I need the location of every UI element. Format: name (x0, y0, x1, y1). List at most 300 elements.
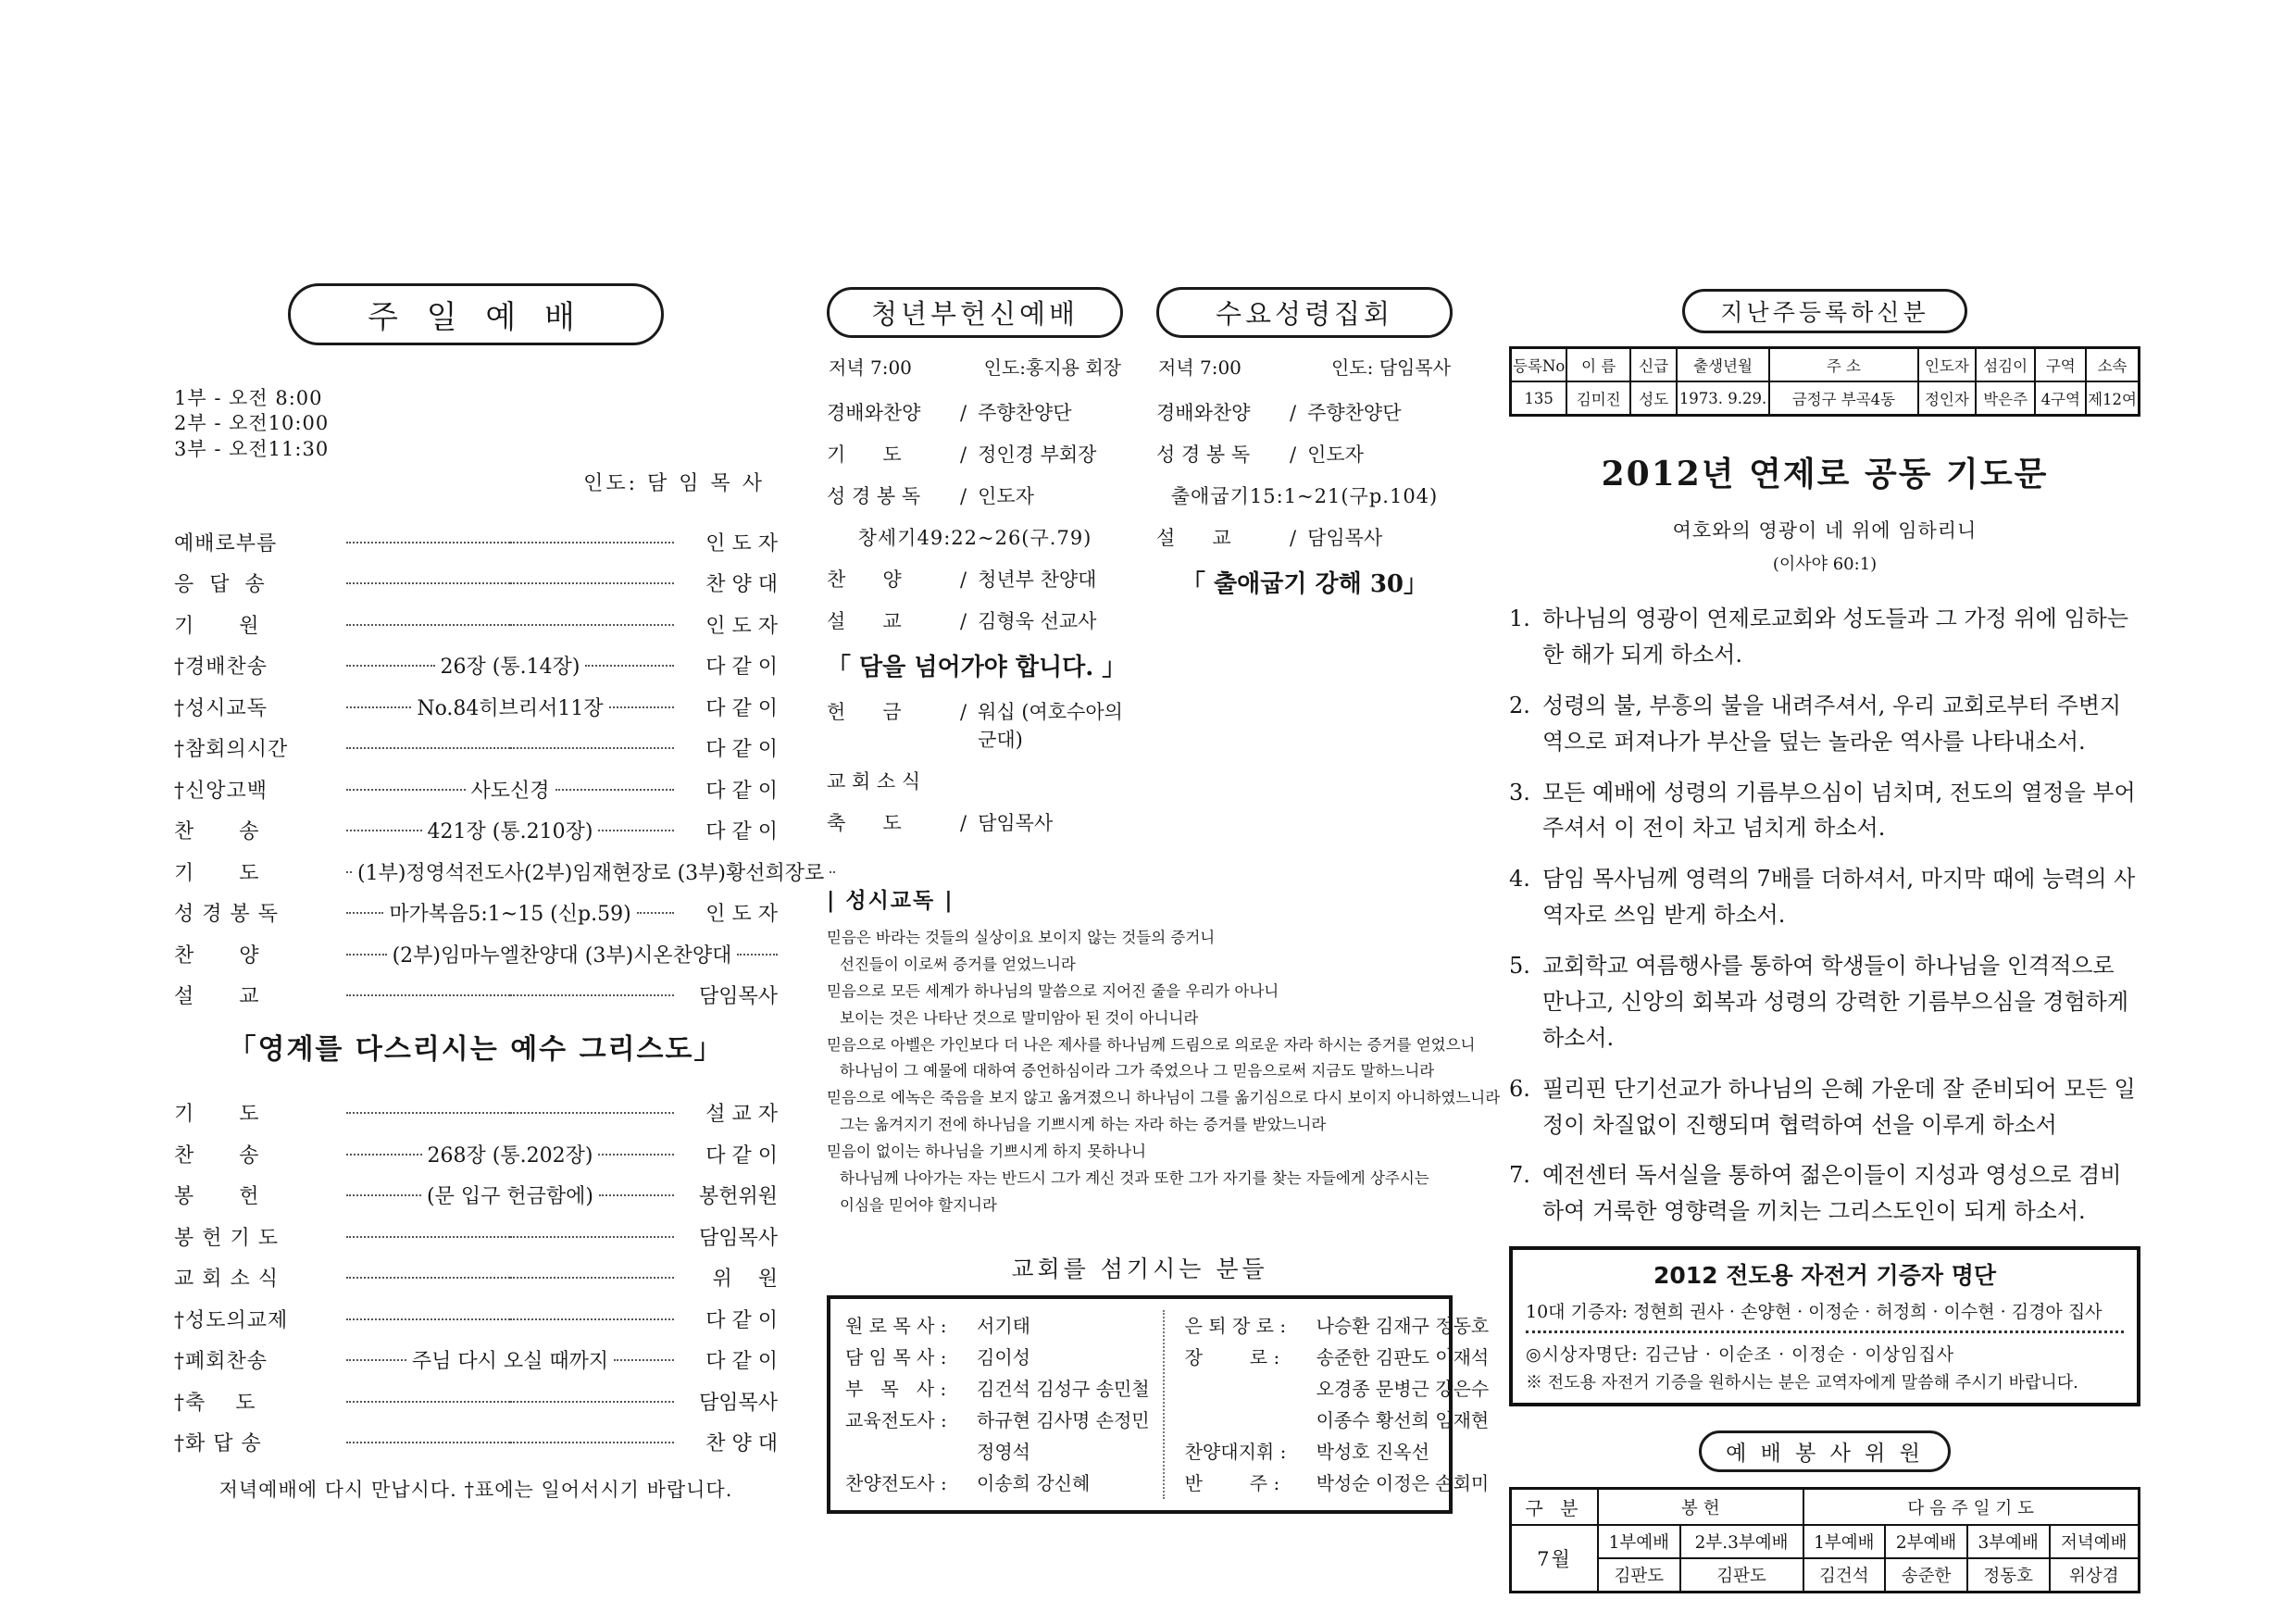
servant-role: 장 로 : (1184, 1345, 1280, 1368)
order-label: 기 도 (174, 1103, 260, 1127)
slash-separator: / (960, 701, 967, 723)
service-line-value: 주향찬양단 (978, 402, 1072, 424)
prayer-subtitle: 여호와의 영광이 네 위에 임하리니 (1672, 519, 1978, 542)
dotted-leader (510, 1277, 674, 1279)
order-detail: 421장 (통.210장) (427, 820, 593, 844)
service-leader-line: 인도: 담 임 목 사 (583, 471, 765, 495)
service-line-value: 김형욱 선교사 (978, 610, 1097, 632)
service-time: 2부 - 오전10:00 (174, 412, 330, 435)
service-line-value: 창세기49:22~26(구.79) (857, 527, 1092, 549)
service-line-label: 경배와찬양 (827, 402, 921, 424)
order-label: †화 답 송 (174, 1432, 262, 1456)
service-line-label: 찬 양 (827, 568, 902, 591)
dotted-leader (737, 954, 778, 956)
order-role: 인 도 자 (705, 531, 778, 556)
service-line-label: 설 교 (1156, 527, 1231, 549)
order-role: 다 같 이 (705, 656, 778, 680)
registered-header-row (1511, 348, 2140, 382)
prayer-item-text: 담임 목사님께 영력의 7배를 더하셔서, 마지막 때에 능력의 사역자로 쓰임 받게 하소서. (1542, 866, 2136, 929)
servant-row (1185, 1468, 1490, 1499)
servant-row (1185, 1310, 1490, 1342)
service-line (827, 481, 1123, 509)
servant-names: 송준한 김판도 이재석 (1316, 1345, 1490, 1368)
volunteer-subheader: 3부예배 (1967, 1525, 2050, 1558)
servant-names: 이송희 강신혜 (977, 1471, 1091, 1494)
prayer-item (1509, 601, 2140, 673)
order-label: 찬 송 (174, 820, 260, 844)
registered-header-cell: 등록No (1511, 348, 1567, 382)
order-label: 기 원 (174, 614, 260, 638)
registered-header-cell: 신급 (1630, 348, 1677, 382)
servant-role: 찬양전도사 : (845, 1471, 947, 1494)
dotted-leader (585, 665, 674, 667)
order-role: 담임목사 (698, 1226, 778, 1250)
volunteer-names-row (1511, 1558, 2140, 1593)
dotted-leader (510, 994, 674, 996)
responsive-reading-line: 선진들이 이로써 증거를 얻었느니라 (840, 955, 1076, 973)
order-detail: 마가복음5:1~15 (신p.59) (389, 903, 631, 927)
responsive-reading-line: 믿음으로 아벨은 가인보다 더 나은 제사를 하나님께 드림으로 의로운 자라 하시는 증거를 얻었으니 (827, 1035, 1476, 1054)
dotted-leader (346, 1318, 510, 1320)
dotted-leader (510, 1318, 674, 1320)
middle-column (827, 287, 1501, 1514)
servant-names: 서기태 (977, 1314, 1030, 1337)
servant-role: 원 로 목 사 : (845, 1314, 947, 1337)
servant-names: 박성호 진옥선 (1316, 1440, 1429, 1463)
order-label: 봉 헌 기 도 (174, 1226, 279, 1250)
wednesday-service-leader: 인도: 담임목사 (1330, 356, 1451, 379)
slash-separator: / (1290, 402, 1297, 424)
prayer-item-text: 성령의 불, 부흥의 불을 내려주셔서, 우리 교회로부터 주변지역으로 퍼져나가 부산을 덮는 놀라운 역사를 나타내소서. (1542, 692, 2122, 755)
responsive-reading-line: 하나님께 나아가는 자는 반드시 그가 계신 것과 또한 그가 자기를 찾는 자들에게 상주시는 (840, 1168, 1429, 1187)
order-row (174, 1305, 778, 1333)
service-line (1156, 398, 1453, 426)
order-label: 예배로부름 (174, 531, 278, 556)
service-line (1156, 565, 1453, 599)
prayer-item-text: 모든 예배에 성령의 기름부으심이 넘치며, 전도의 열정을 부어주셔서 이 전이 차고 넘치게 하소서. (1542, 779, 2136, 842)
servant-row (1185, 1373, 1490, 1405)
sunday-worship-title: 주 일 예 배 (288, 283, 664, 345)
registered-data-cell: 김미진 (1566, 381, 1630, 416)
wednesday-service-lines (1156, 398, 1453, 599)
youth-service-time: 저녁 7:00 (829, 356, 912, 379)
registered-header-cell: 구역 (2035, 348, 2086, 382)
volunteer-name: 위상겸 (2050, 1558, 2140, 1593)
registered-header-cell: 인도자 (1918, 348, 1976, 382)
prayer-item (1509, 1157, 2140, 1230)
servant-row (1185, 1405, 1490, 1436)
order-label: 성 경 봉 독 (174, 903, 279, 927)
prayer-item-number: 1. (1509, 606, 1530, 631)
responsive-reading-section (827, 883, 1501, 1219)
dotted-leader (510, 1112, 674, 1114)
prayer-item (1509, 1071, 2140, 1143)
servant-row (1185, 1436, 1490, 1468)
service-line-value: 워십 (여호수아의 군대) (978, 701, 1123, 751)
dotted-leader (510, 1442, 674, 1443)
order-row (174, 940, 778, 968)
prayer-item (1509, 775, 2140, 847)
order-label: †신앙고백 (174, 779, 268, 803)
prayer-scripture-reference: (이사야 60:1) (1772, 555, 1878, 574)
order-row (174, 651, 778, 680)
prayer-item-number: 2. (1509, 692, 1530, 718)
sunday-worship-section (174, 283, 825, 1503)
slash-separator: / (1290, 443, 1297, 466)
slash-separator: / (1290, 527, 1297, 549)
order-label: 설 교 (174, 985, 260, 1009)
service-line-label: 성 경 봉 독 (827, 485, 921, 507)
order-row (174, 775, 778, 804)
service-line-label: 헌 금 (827, 701, 902, 723)
servant-role: 담 임 목 사 : (845, 1345, 947, 1368)
servant-row (845, 1468, 1150, 1499)
registered-header-cell: 주 소 (1769, 348, 1918, 382)
order-row (174, 610, 778, 639)
servant-names: 하규현 김사명 손정민 (977, 1408, 1150, 1431)
order-role: 설 교 자 (705, 1103, 778, 1127)
dotted-leader (346, 789, 466, 791)
order-label: 기 도 (174, 861, 260, 885)
dotted-leader (510, 582, 674, 584)
order-of-worship-b (174, 1098, 778, 1456)
servant-role: 부 목 사 : (845, 1377, 947, 1400)
prayer-title: 2012년 연제로 공동 기도문 (1601, 455, 2049, 493)
service-line (827, 565, 1123, 593)
order-row (174, 857, 825, 886)
order-detail: 268장 (통.202장) (427, 1143, 593, 1168)
responsive-reading-line: 그는 옮겨지기 전에 하나님을 기쁘시게 하는 자라 하는 증거를 받았느니라 (840, 1116, 1327, 1134)
service-line-label: 성 경 봉 독 (1156, 443, 1251, 466)
order-role: 찬 양 대 (705, 1432, 778, 1456)
volunteer-name: 김건석 (1803, 1558, 1886, 1593)
order-label: 봉 헌 (174, 1185, 260, 1209)
slash-separator: / (960, 610, 967, 632)
order-role: 인 도 자 (705, 903, 779, 927)
servant-row (845, 1405, 1150, 1436)
prayer-items (1509, 601, 2140, 1230)
order-label: 찬 양 (174, 943, 260, 968)
servant-role: 은 퇴 장 로 : (1184, 1314, 1287, 1337)
servants-right-column (1163, 1310, 1490, 1499)
bicycle-donors-box (1509, 1246, 2140, 1406)
order-row (174, 568, 778, 597)
service-line-label: 교 회 소 식 (827, 770, 921, 793)
order-role: 다 같 이 (705, 779, 779, 803)
volunteer-subheader-row (1511, 1525, 2140, 1558)
registered-table (1509, 346, 2140, 417)
dotted-leader (346, 706, 411, 708)
slash-separator: / (960, 402, 967, 424)
servants-left-column (845, 1310, 1150, 1499)
volunteer-group-header: 구 분 (1511, 1489, 1599, 1526)
service-line-label: 설 교 (827, 610, 902, 632)
servant-names: 오경종 문병근 강은수 (1316, 1377, 1490, 1400)
order-row (174, 1428, 778, 1456)
volunteer-month: 7월 (1511, 1525, 1599, 1593)
prayer-item-number: 7. (1509, 1162, 1530, 1189)
registered-data-row (1511, 381, 2140, 416)
service-line-value: 정인경 부회장 (978, 443, 1097, 466)
registered-header-cell: 출생년월 (1677, 348, 1769, 382)
slash-separator: / (960, 812, 967, 834)
registered-header-cell: 소속 (2086, 348, 2139, 382)
prayer-item (1509, 861, 2140, 933)
order-role: 다 같 이 (705, 738, 778, 762)
servant-names: 나승환 김재구 정동호 (1316, 1314, 1490, 1337)
order-row (174, 1222, 778, 1251)
servant-role (1185, 1405, 1316, 1436)
servant-row (845, 1436, 1150, 1468)
order-label: †성시교독 (174, 696, 268, 720)
order-row (174, 898, 778, 927)
dotted-leader (346, 1194, 421, 1196)
service-line-value: 「 출애굽기 강해 30」 (1180, 570, 1429, 598)
youth-service-meta (827, 353, 1123, 380)
service-line (1156, 523, 1453, 551)
order-label: †참회의시간 (174, 738, 289, 762)
responsive-reading-line: 하나님이 그 예물에 대하여 증언하심이라 그가 죽었으나 그 믿음으로써 지금도 말하느니라 (840, 1062, 1435, 1081)
service-line (1156, 440, 1453, 468)
order-role: 찬 양 대 (705, 573, 778, 597)
servant-names: 김건석 김성구 송민철 (977, 1377, 1150, 1400)
wednesday-service-time: 저녁 7:00 (1158, 356, 1242, 379)
dotted-leader (346, 994, 510, 996)
order-label: †폐회찬송 (174, 1350, 268, 1374)
dotted-leader (555, 789, 675, 791)
right-column (1509, 289, 2140, 1593)
volunteer-name: 송준한 (1885, 1558, 1967, 1593)
service-line (827, 767, 1123, 794)
responsive-reading-line: 믿음이 없이는 하나님을 기쁘시게 하지 못하나니 (827, 1143, 1147, 1160)
servant-role (845, 1436, 977, 1468)
bicycle-award-list: ◎시상자명단: 김근남 · 이순조 · 이정순 · 이상임집사 (1526, 1344, 1955, 1366)
service-line (827, 523, 1123, 551)
volunteer-name: 정동호 (1967, 1558, 2050, 1593)
service-time: 1부 - 오전 8:00 (174, 387, 323, 409)
dotted-leader (346, 624, 510, 626)
order-of-worship-a (174, 528, 825, 1010)
servant-role: 찬양대지휘 : (1184, 1440, 1287, 1463)
volunteer-header-row (1511, 1489, 2140, 1526)
service-line (1156, 481, 1453, 509)
dotted-leader (346, 1401, 510, 1403)
order-row (174, 528, 778, 556)
dotted-leader (346, 1236, 510, 1238)
registered-data-cell: 1973. 9.29. (1677, 381, 1769, 416)
dotted-leader (599, 1194, 674, 1196)
order-row (174, 1098, 778, 1127)
order-label: †경배찬송 (174, 656, 268, 680)
order-role: 다 같 이 (705, 1308, 778, 1332)
volunteer-title: 예 배 봉 사 위 원 (1699, 1430, 1951, 1472)
servant-names: 박성순 이정은 손회미 (1316, 1471, 1490, 1494)
wednesday-service-section (1156, 287, 1453, 850)
wednesday-service-meta (1156, 353, 1453, 380)
order-detail: (문 입구 헌금함에) (427, 1185, 593, 1209)
service-line (827, 606, 1123, 634)
dotted-leader (614, 1359, 674, 1361)
responsive-reading-line: 보이는 것은 나타난 것으로 말미암아 된 것이 아니니라 (840, 1008, 1199, 1027)
prayer-item-text: 교회학교 여름행사를 통하여 학생들이 하나님을 인격적으로 만나고, 신앙의 회복과 성령의 강력한 기름부으심을 경험하게 하소서. (1542, 953, 2129, 1051)
order-detail: No.84히브리서11장 (417, 696, 604, 720)
order-label: 찬 송 (174, 1143, 260, 1168)
order-row (174, 1263, 778, 1292)
bicycle-donors-title: 2012 전도용 자전거 기증자 명단 (1653, 1262, 1997, 1290)
servant-names: 정영석 (977, 1440, 1030, 1463)
dotted-leader (510, 1401, 674, 1403)
dotted-leader (598, 1154, 674, 1156)
dotted-leader (346, 1112, 510, 1114)
responsive-reading-line: 믿음으로 모든 세계가 하나님의 말씀으로 지어진 줄을 우리가 아나니 (827, 981, 1279, 1000)
volunteer-subheader: 1부예배 (1803, 1525, 1886, 1558)
dotted-leader (346, 542, 510, 543)
order-label: †축 도 (174, 1391, 256, 1415)
order-row (174, 1140, 778, 1168)
youth-service-title: 청년부헌신예배 (827, 287, 1123, 338)
order-detail: 26장 (통.14장) (440, 656, 580, 680)
slash-separator: / (960, 443, 967, 466)
registered-header-cell: 이 름 (1566, 348, 1630, 382)
order-detail: 사도신경 (470, 779, 550, 803)
volunteer-name: 김판도 (1680, 1558, 1803, 1593)
service-line-value: 담임목사 (978, 812, 1054, 834)
order-row (174, 816, 778, 844)
service-line-value: 청년부 찬양대 (978, 568, 1097, 591)
order-role: 다 같 이 (705, 1350, 778, 1374)
servant-row (845, 1373, 1150, 1405)
dotted-leader (346, 582, 510, 584)
dotted-leader (346, 747, 510, 749)
dotted-leader (346, 912, 383, 914)
service-line-value: 주향찬양단 (1307, 402, 1402, 424)
order-row (174, 1387, 778, 1416)
responsive-reading-title: | 성시교독 | (827, 888, 955, 913)
volunteer-subheader: 저녁예배 (2050, 1525, 2140, 1558)
order-role: 담임목사 (698, 985, 778, 1009)
dotted-leader (346, 1277, 510, 1279)
dotted-leader (346, 954, 387, 956)
dotted-leader (346, 830, 422, 831)
order-detail: (1부)정영석전도사(2부)임재현장로 (3부)황선희장로 (357, 861, 825, 885)
order-row (174, 1181, 778, 1209)
service-line-label: 경배와찬양 (1156, 402, 1251, 424)
dotted-leader (346, 665, 435, 667)
prayer-item (1509, 948, 2140, 1056)
prayer-item-text: 필리핀 단기선교가 하나님의 은혜 가운데 잘 준비되어 모든 일정이 차질없이 진행되며 협력하여 선을 이루게 하소서 (1542, 1075, 2136, 1138)
volunteer-subheader: 2부.3부예배 (1680, 1525, 1803, 1558)
servants-title: 교회를 섬기시는 분들 (1011, 1255, 1268, 1282)
volunteer-name: 김판도 (1598, 1558, 1680, 1593)
service-line (827, 648, 1127, 682)
dotted-leader (609, 706, 674, 708)
volunteer-nextweek-header: 다 음 주 일 기 도 (1803, 1489, 2140, 1526)
registered-data-cell: 제12여 (2086, 381, 2139, 416)
service-line (827, 440, 1123, 468)
dotted-leader (510, 624, 674, 626)
order-role: 다 같 이 (705, 696, 779, 720)
order-detail: 주님 다시 오실 때까지 (411, 1350, 609, 1374)
responsive-reading-line: 믿음은 바라는 것들의 실상이요 보이지 않는 것들의 증거니 (827, 929, 1216, 946)
prayer-item-number: 4. (1509, 866, 1530, 893)
servant-role: 반 주 : (1184, 1471, 1280, 1494)
registered-data-cell: 4구역 (2035, 381, 2086, 416)
service-line (827, 697, 1123, 753)
volunteer-subheader: 1부예배 (1598, 1525, 1680, 1558)
service-line-label: 기 도 (827, 443, 902, 466)
youth-service-leader: 인도:홍지용 회장 (983, 356, 1121, 379)
order-row (174, 981, 778, 1009)
service-line (827, 398, 1123, 426)
dotted-leader (637, 912, 674, 914)
prayer-item (1509, 688, 2140, 760)
order-row (174, 733, 778, 762)
order-role: 인 도 자 (705, 614, 778, 638)
registered-data-cell: 정인자 (1918, 381, 1976, 416)
registered-header-cell: 섬김이 (1976, 348, 2036, 382)
youth-service-section (827, 287, 1127, 850)
service-line-value: 「 담을 넘어가야 합니다. 」 (827, 654, 1127, 681)
order-label: 교 회 소 식 (174, 1268, 279, 1292)
order-row (174, 693, 778, 721)
service-line-label: 축 도 (827, 812, 902, 834)
servant-names: 이종수 황선희 임재현 (1316, 1408, 1490, 1431)
volunteer-table (1509, 1487, 2140, 1593)
servants-box (827, 1295, 1490, 1514)
responsive-reading-line: 이심을 믿어야 할지니라 (840, 1195, 997, 1214)
dotted-leader (346, 1359, 406, 1361)
order-detail: (2부)임마누엘찬양대 (3부)시온찬양대 (392, 943, 732, 968)
dotted-leader (510, 747, 674, 749)
servant-row (1185, 1342, 1490, 1373)
slash-separator: / (960, 568, 967, 591)
order-role: 다 같 이 (705, 1143, 778, 1168)
service-time: 3부 - 오전11:30 (174, 437, 330, 460)
slash-separator: / (960, 485, 967, 507)
prayer-item-number: 5. (1509, 953, 1530, 979)
order-row (174, 1345, 778, 1374)
order-role: 담임목사 (698, 1391, 778, 1415)
prayer-item-text: 예전센터 독서실을 통하여 젊은이들이 지성과 영성으로 겸비하여 거룩한 영향력을 끼치는 그리스도인이 되게 하소서. (1542, 1162, 2122, 1225)
servant-role: 교육전도사 : (845, 1408, 947, 1431)
registered-data-cell: 박은주 (1976, 381, 2036, 416)
dotted-leader (510, 1236, 674, 1238)
youth-service-lines (827, 398, 1127, 836)
servant-row (845, 1342, 1150, 1373)
bicycle-donors-list: 10대 기증자: 정현희 권사 · 손양현 · 이정순 · 허정희 · 이수현 · 김경아 집사 (1526, 1302, 2103, 1323)
service-times (174, 386, 778, 462)
dotted-leader (346, 871, 352, 873)
volunteer-subheader: 2부예배 (1885, 1525, 1967, 1558)
servant-role (1185, 1373, 1316, 1405)
prayer-item-text: 하나님의 영광이 연제로교회와 성도들과 그 가정 위에 임하는 한 해가 되게 하소서. (1542, 606, 2129, 668)
dotted-divider (1526, 1330, 2124, 1333)
registered-data-cell: 135 (1511, 381, 1567, 416)
servant-row (845, 1310, 1150, 1342)
service-line-value: 인도자 (978, 485, 1034, 507)
order-role: 다 같 이 (705, 820, 778, 844)
order-role: 위 원 (712, 1268, 778, 1292)
servant-names: 김이성 (977, 1345, 1030, 1368)
sermon-title: 「영계를 다스리시는 예수 그리스도」 (228, 1033, 724, 1067)
order-label: †성도의교제 (174, 1308, 289, 1332)
registered-data-cell: 금정구 부곡4동 (1769, 381, 1918, 416)
dotted-leader (346, 1154, 422, 1156)
volunteer-offering-header: 봉 헌 (1598, 1489, 1803, 1526)
order-label: 응 답 송 (174, 573, 266, 597)
wednesday-service-title: 수요성령집회 (1156, 287, 1453, 338)
dotted-leader (598, 830, 674, 831)
